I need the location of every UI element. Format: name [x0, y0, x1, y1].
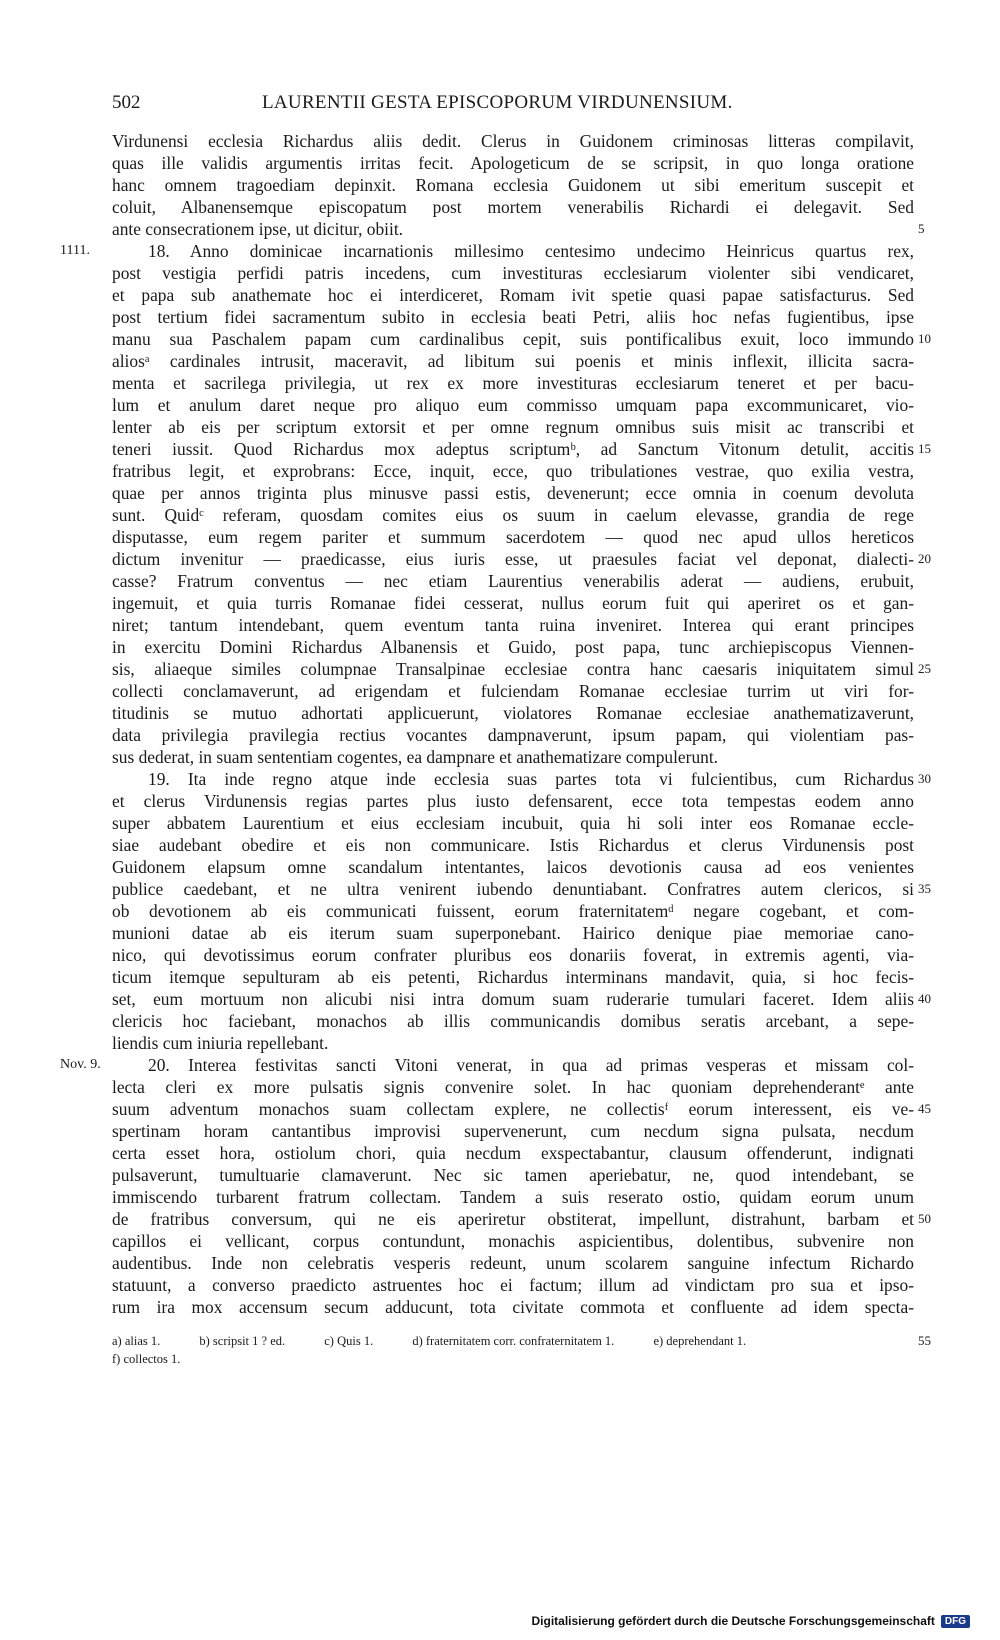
line-number: 35	[918, 881, 931, 896]
text-line: pulsaverunt, tumultuarie clamaverunt. Nec sic tamen aperiebatur, ne, quod intendebant, se	[112, 1165, 914, 1185]
text-line: teneri iussit. Quod Richardus mox adeptus scriptumᵇ, ad Sanctum Vitonum detulit, accitis	[112, 439, 914, 459]
credit-text: Digitalisierung gefördert durch die Deutsche Forschungsgemeinschaft	[531, 1614, 935, 1628]
text-line: siae audebant obedire et eis non communicare. Istis Richardus et clerus Virdunensis post	[112, 835, 914, 855]
running-title: LAURENTII GESTA EPISCOPORUM VIRDUNENSIUM.	[262, 92, 733, 113]
text-line: capillos ei vellicant, corpus contundunt, monachis aspicientibus, dolentibus, subvenire non	[112, 1231, 914, 1251]
text-line: et clerus Virdunensis regias partes plus iusto defensarent, ecce tota tempestas eodem anno	[112, 791, 914, 811]
text-line: 18. Anno dominicae incarnationis millesimo centesimo undecimo Heinricus quartus rex,	[148, 241, 914, 261]
footnote: b) scripsit 1 ? ed.	[199, 1334, 286, 1348]
text-line: ticum itemque sepulturam ab eis petenti, Richardus interminans mandavit, quia, si hoc fecis-	[112, 967, 914, 987]
footnote-line-number: 55	[918, 1333, 931, 1348]
text-line: coluit, Albanensemque episcopatum post mortem venerabilis Richardi ei delegavit. Sed	[112, 197, 914, 217]
page-number: 502	[112, 92, 141, 113]
text-line: audentibus. Inde non celebratis vesperis redeunt, unum scolarem sanguine infectum Richardo	[112, 1253, 914, 1273]
text-line: publice caedebant, et ne ultra venirent iubendo denuntiabant. Confratres autem clericos, si	[112, 879, 914, 899]
text-line: post tertium fidei sacramentum subito in ecclesia beati Petri, aliis hoc nefas fugientibus, ipse	[112, 307, 914, 327]
footnote: d) fraternitatem corr. confraternitatem 1.	[412, 1334, 615, 1348]
footnote-line	[112, 1350, 914, 1368]
line-number: 45	[918, 1101, 931, 1116]
footnote: f) collectos 1.	[112, 1352, 181, 1366]
text-line: casse? Fratrum conventus — nec etiam Laurentius venerabilis aderat — audiens, erubuit,	[112, 571, 914, 591]
text-line: immiscendo turbarent fratrum collectam. Tandem a suis reserato ostio, quidam eorum unum	[112, 1187, 914, 1207]
dfg-logo: DFG	[941, 1615, 970, 1628]
digitization-credit	[531, 1614, 970, 1628]
text-line: in exercitu Domini Richardus Albanensis et Guido, post papa, tunc archiepiscopus Viennen-	[112, 637, 914, 657]
text-line: Virdunensi ecclesia Richardus aliis dedit. Clerus in Guidonem criminosas litteras compilavit,	[112, 131, 914, 151]
text-line: disputasse, eum regem pariter et summum sacerdotem — quod nec apud ullos hereticos	[112, 527, 914, 547]
text-line: sis, aliaeque similes columpnae Transalpinae ecclesiae contra hanc caesaris iniquitatem simul	[112, 659, 914, 679]
text-line: aliosᵃ cardinales intrusit, maceravit, ad libitum sui poenis et minis inflexit, illicita sacra-	[112, 351, 914, 371]
text-line: suum adventum monachos suam collectam explere, ne collectisᶠ eorum interessent, eis ve-	[112, 1099, 914, 1119]
text-line: lecta cleri ex more pulsatis signis convenire solet. In hac quoniam deprehenderantᵉ ante	[112, 1077, 914, 1097]
line-number: 10	[918, 331, 931, 346]
text-line: nico, qui devotissimus eorum confrater pluribus eos donariis foverat, in extremis agenti, via-	[112, 945, 914, 965]
text-line: data privilegia pravilegia rectius vocantes dampnaverunt, ipsum papam, qui violentiam pas-	[112, 725, 914, 745]
text-line: quas ille validis argumentis irritas fecit. Apologeticum de se scripsit, in quo longa oratione	[112, 153, 914, 173]
text-line: de fratribus conversum, qui ne eis aperiretur obstiterat, impellunt, distrahunt, barbam et	[112, 1209, 914, 1229]
footnote: c) Quis 1.	[324, 1334, 374, 1348]
text-line: clericis hoc faciebant, monachos ab illis communicandis domibus seratis arcebant, a sepe-	[112, 1011, 914, 1031]
text-line: set, eum mortuum non alicubi nisi intra domum suam ruderarie tumulari faceret. Idem aliis	[112, 989, 914, 1009]
text-line: fratribus legit, et exprobrans: Ecce, inquit, ecce, quo tribulationes vestrae, quo exilia vestra,	[112, 461, 914, 481]
text-line: ob devotionem ab eis communicati fuissent, eorum fraternitatemᵈ negare cogebant, et com-	[112, 901, 914, 921]
text-line: statuunt, a converso praedicto astruentes hoc ei factum; illum ad vindictam pro sua et ipso-	[112, 1275, 914, 1295]
footnote: a) alias 1.	[112, 1334, 161, 1348]
text-line: niret; tantum intendebant, quem eventum tanta ruina inveniret. Interea qui erant principes	[112, 615, 914, 635]
line-number: 50	[918, 1211, 931, 1226]
line-number: 20	[918, 551, 931, 566]
text-line: Guidonem elapsum omne scandalum intentantes, laicos devotionis causa ad eos venientes	[112, 857, 914, 877]
line-number: 15	[918, 441, 931, 456]
page-header	[112, 92, 914, 118]
footnote: e) deprehendant 1.	[653, 1334, 747, 1348]
text-line: et papa sub anathemate hoc ei interdiceret, Romam ivit spetie quasi papae satisfacturus. Sed	[112, 285, 914, 305]
text-line: menta et sacrilega privilegia, ut rex ex more investituras ecclesiarum teneret et per bacu-	[112, 373, 914, 393]
text-line: manu sua Paschalem papam cum cardinalibus cepit, suis pontificalibus exuit, loco immundo	[112, 329, 914, 349]
line-number: 5	[918, 221, 925, 236]
text-line: lenter ab eis per scriptum extorsit et per omne regnum omnibus suis misit ac transcribi et	[112, 417, 914, 437]
text-line: sunt. Quidᶜ referam, quosdam comites eius os suum in caelum elevasse, grandia de rege	[112, 505, 914, 525]
text-line: ingemuit, et quia turris Romanae fidei cesserat, nullus eorum fuit qui aperiret os et gan-	[112, 593, 914, 613]
text-line: 20. Interea festivitas sancti Vitoni venerat, in qua ad primas vesperas et missam col-	[148, 1055, 914, 1075]
text-line: lum et anulum daret neque pro aliquo eum commisso umquam papa excommunicaret, vio-	[112, 395, 914, 415]
text-line: liendis cum iniuria repellebant.	[112, 1033, 329, 1053]
line-number: 25	[918, 661, 931, 676]
text-line: dictum invenitur — praedicasse, eius iuris esse, ut praesules faciat vel deponat, dialecti-	[112, 549, 914, 569]
text-line: collecti conclamaverunt, ad erigendam et fulciendam Romanae ecclesiae turrim ut viri for-	[112, 681, 914, 701]
text-line: hanc omnem tragoediam depinxit. Romana ecclesia Guidonem ut sibi emeritum suscepit et	[112, 175, 914, 195]
text-line: quae per annos triginta plus minusve passi estis, devenerunt; ecce omnia in coenum devoluta	[112, 483, 914, 503]
text-line: titudinis se mutuo adhortati applicuerunt, violatores Romanae ecclesiae anathematizaverunt,	[112, 703, 914, 723]
text-line: certa esset hora, ostiolum chori, quia necdum exspectabantur, clausum offenderunt, indignati	[112, 1143, 914, 1163]
line-number: 30	[918, 771, 931, 786]
margin-date: Nov. 9.	[60, 1057, 101, 1072]
text-line: sus dederat, in suam sententiam cogentes, ea dampnare et anathematizare compulerunt.	[112, 747, 719, 767]
text-line: 19. Ita inde regno atque inde ecclesia suas partes tota vi fulcientibus, cum Richardus	[148, 769, 914, 789]
text-line: rum ira mox accensum secum adducunt, tota civitate commota et confluente ad idem specta-	[112, 1297, 914, 1317]
text-line: post vestigia perfidi patris incedens, cum investituras ecclesiarum violenter sibi vendicaret,	[112, 263, 914, 283]
text-line: spertinam horam cantantibus improvisi supervenerunt, cum necdum signa pulsata, necdum	[112, 1121, 914, 1141]
footnote-line	[112, 1332, 914, 1350]
text-line: ante consecrationem ipse, ut dicitur, obiit.	[112, 219, 403, 239]
line-number: 40	[918, 991, 931, 1006]
text-line: munioni datae ab eis iterum suam superponebant. Hairico denique piae memoriae cano-	[112, 923, 914, 943]
margin-date: 1111.	[60, 243, 90, 258]
text-line: super abbatem Laurentium et eius ecclesiam incubuit, quia hi soli inter eos Romanae eccle-	[112, 813, 914, 833]
